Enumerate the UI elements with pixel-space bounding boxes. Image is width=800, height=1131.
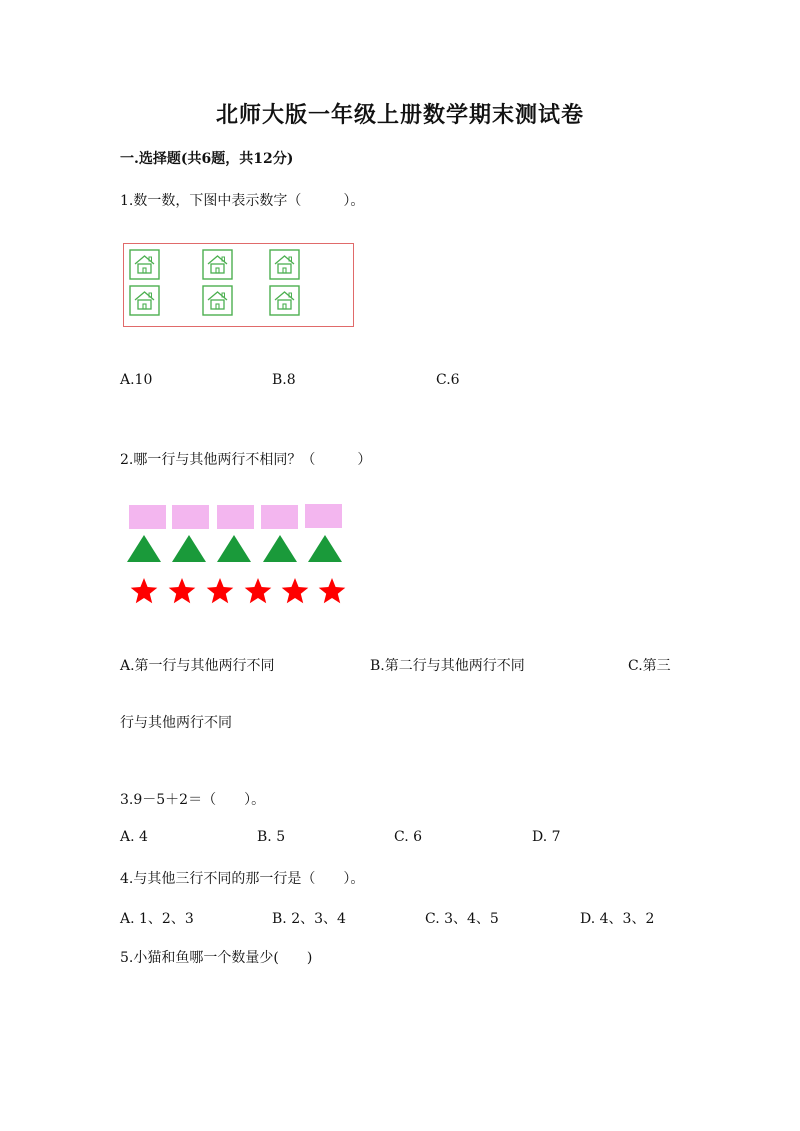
red-star [169, 578, 196, 603]
pink-rectangle [305, 504, 342, 528]
question-1-option-c: C.6 [436, 372, 460, 388]
house-icon [202, 285, 233, 316]
pink-rectangle [129, 505, 166, 529]
green-triangle [308, 535, 342, 562]
question-3-option-c: C. 6 [394, 829, 423, 845]
question-3-stem: 3.9－5＋2＝（ ）。 [120, 792, 266, 808]
question-3-option-a: A. 4 [120, 829, 148, 845]
question-3-option-b: B. 5 [257, 829, 286, 845]
red-star [131, 578, 158, 603]
house-icon [269, 285, 300, 316]
question-4-option-c: C. 3、4、5 [425, 911, 499, 927]
red-star [319, 578, 346, 603]
green-triangle [217, 535, 251, 562]
green-triangle [263, 535, 297, 562]
section-heading: 一.选择题(共6题，共12分) [120, 151, 294, 167]
page-title: 北师大版一年级上册数学期末测试卷 [215, 102, 584, 128]
house-icon [129, 249, 160, 280]
pink-rectangle [261, 505, 298, 529]
question-2-option-c: C.第三 [628, 658, 671, 674]
question-4-option-b: B. 2、3、4 [272, 911, 346, 927]
question-3-option-d: D. 7 [532, 829, 561, 845]
question-1-option-a: A.10 [120, 372, 153, 388]
red-star [282, 578, 309, 603]
question-1-option-b: B.8 [272, 372, 296, 388]
house-icon [269, 249, 300, 280]
question-2-option-c-continued: 行与其他两行不同 [120, 715, 232, 731]
green-triangle [127, 535, 161, 562]
question-2-stem: 2.哪一行与其他两行不相同？（ ） [120, 452, 372, 468]
house-icon [202, 249, 233, 280]
red-star [207, 578, 234, 603]
question-1-figure-frame [123, 243, 354, 327]
house-icon [129, 285, 160, 316]
question-4-option-a: A. 1、2、3 [120, 911, 194, 927]
red-star [245, 578, 272, 603]
question-2-option-b: B.第二行与其他两行不同 [370, 658, 525, 674]
green-triangle [172, 535, 206, 562]
question-4-option-d: D. 4、3、2 [580, 911, 655, 927]
question-1-stem: 1.数一数，下图中表示数字（ ）。 [120, 193, 365, 209]
question-2-option-a: A.第一行与其他两行不同 [120, 658, 275, 674]
question-4-stem: 4.与其他三行不同的那一行是（ ）。 [120, 871, 365, 887]
pink-rectangle [217, 505, 254, 529]
pink-rectangle [172, 505, 209, 529]
shape-rows-svg [120, 530, 360, 610]
question-5-stem: 5.小猫和鱼哪一个数量少( ) [120, 950, 313, 966]
